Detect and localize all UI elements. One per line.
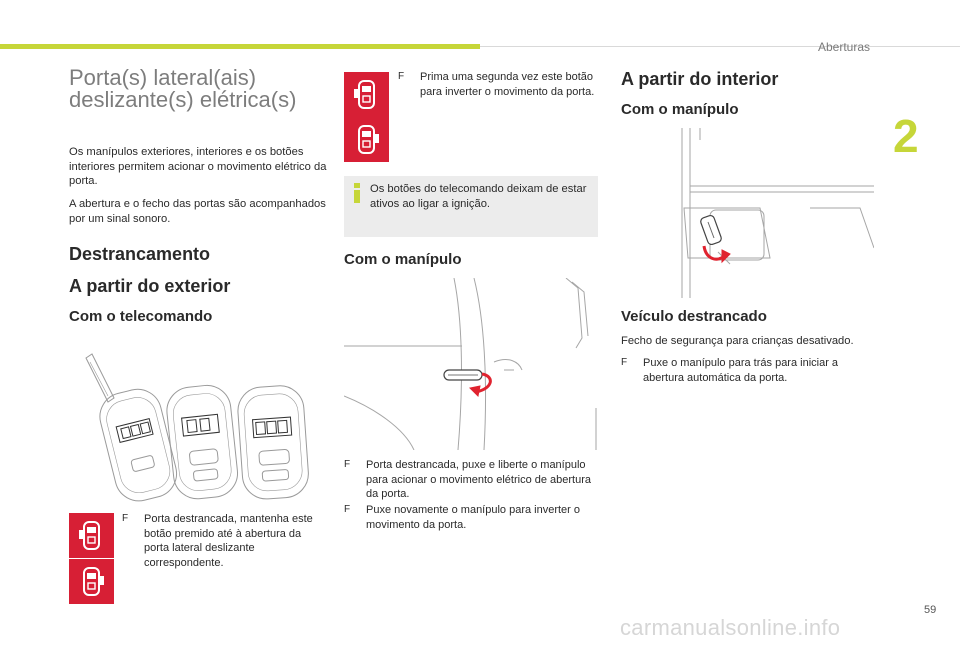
page-title [69,67,339,111]
bullet-marker: F [621,357,628,368]
handle-bullet-2-text: Puxe novamente o manípulo para inverter o movimento da porta. [366,504,581,531]
handle-bullet-2 [344,503,600,535]
sliding-door-right-icon [344,117,389,162]
remote-bullet [122,512,327,582]
remote-bullet-text: Porta destrancada, mantenha este botão premido até à abertura da porta lateral deslizante correspondente. [144,513,313,569]
sliding-door-right-button [69,559,114,604]
header-rule [480,46,960,47]
unlocked-paragraph: Fecho de segurança para crianças desativado. [621,335,854,347]
sliding-door-left-icon [344,72,389,117]
heading-unlocking: Destrancamento [69,244,211,264]
info-text: Os botões do telecomando deixam de estar ativos ao ligar a ignição. [370,183,587,210]
page-number: 59 [924,604,937,616]
bullet-marker: F [398,71,405,82]
interior-handle-illustration [660,128,874,298]
sliding-door-left-button-2 [344,72,389,117]
key-fob-illustration [78,350,333,510]
sliding-door-left-icon [69,513,114,558]
heading-handle-interior: Com o manípulo [621,101,739,118]
heading-vehicle-unlocked: Veículo destrancado [621,308,767,325]
intro-paragraph-2: A abertura e o fecho das portas são acompanhados por um sinal sonoro. [69,198,326,225]
watermark: carmanualsonline.info [620,615,841,640]
chapter-number: 2 [893,110,919,162]
sliding-door-left-button [69,513,114,558]
heading-from-inside: A partir do interior [621,69,779,89]
section-label: Aberturas [818,40,871,54]
page-title-line2: deslizante(s) elétrica(s) [69,87,297,112]
bullet-marker: F [344,459,351,470]
info-icon [352,182,362,204]
press-again-bullet [398,70,598,120]
page-title-line1: Porta(s) lateral(ais) [69,65,257,90]
exterior-handle-illustration [344,278,600,450]
accent-bar [0,44,480,49]
unlocked-bullet [621,356,877,388]
bullet-marker: F [344,504,351,515]
sliding-door-right-button-2 [344,117,389,162]
handle-bullet-1-text: Porta destrancada, puxe e liberte o manípulo para acionar o movimento elétrico de abertura da porta. [366,459,592,500]
heading-from-outside: A partir do exterior [69,276,231,296]
press-again-text: Prima uma segunda vez este botão para inverter o movimento da porta. [420,71,595,98]
handle-bullet-1 [344,458,600,502]
bullet-marker: F [122,513,129,524]
heading-remote: Com o telecomando [69,308,213,325]
intro-paragraph-1: Os manípulos exteriores, interiores e os botões interiores permitem acionar o movimento elétrico da porta. [69,146,327,187]
heading-handle-exterior: Com o manípulo [344,251,462,268]
unlocked-bullet-text: Puxe o manípulo para trás para iniciar a abertura automática da porta. [643,357,839,384]
sliding-door-right-icon [69,559,114,604]
